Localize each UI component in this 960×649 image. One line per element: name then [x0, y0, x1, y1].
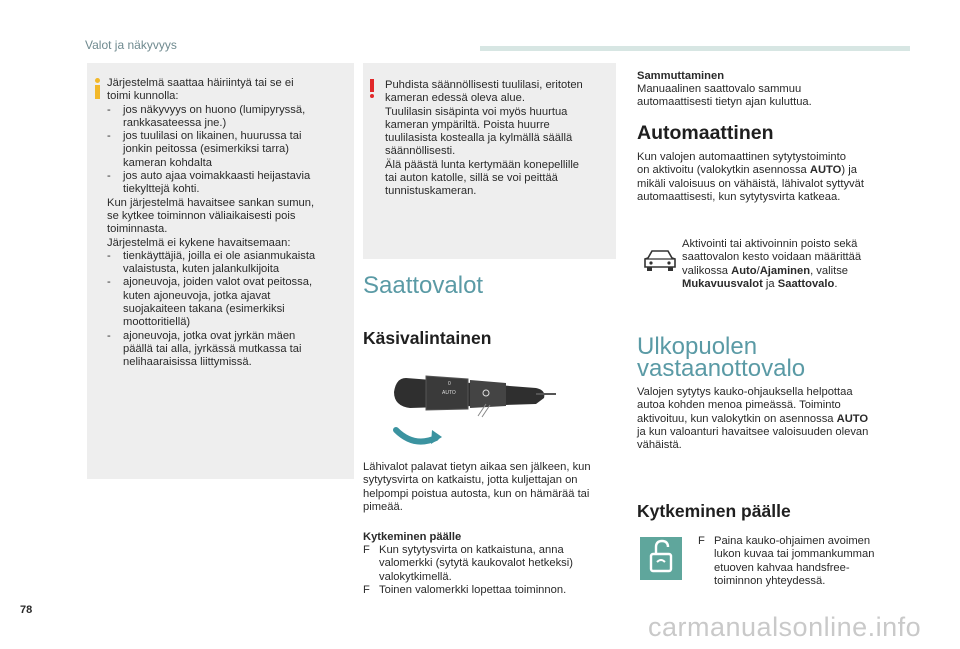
step-line — [698, 535, 908, 548]
warning-line: tai auton katolle, sillä se voi peittää — [385, 172, 558, 185]
text-segment: aktivoituu, kun valokytkin on asennossa — [637, 412, 837, 425]
saattovalot-steps — [363, 544, 613, 597]
bullet-text: ajoneuvoja, joiden valot ovat peitossa, — [123, 276, 313, 289]
info-line: kameran kohdalta — [123, 156, 212, 169]
subsection-title-manual: Käsivalintainen — [363, 328, 492, 348]
outside-line — [637, 413, 907, 426]
warning-line: tunnistuskameran. — [385, 185, 477, 198]
unlock-tile — [640, 537, 682, 580]
warning-box-text — [385, 79, 613, 199]
description-line: sytytysvirta on katkaistu, jotta kuljettajan on — [363, 474, 578, 487]
warning-line: säännöllisesti. — [385, 145, 456, 158]
description-line: Lähivalot palavat tietyn aikaa sen jälkeen, kun — [363, 461, 591, 473]
off-line: automaattisesti tietyn ajan kuluttua. — [637, 96, 812, 109]
step-text: Paina kauko-ohjaimen avoimen — [714, 535, 871, 547]
bullet-marker: - — [107, 276, 111, 289]
kytkeminen-step — [698, 535, 908, 588]
text-segment: Saattovalo — [777, 277, 835, 290]
section-title-ulkopuolen-1: Ulkopuolen — [637, 333, 758, 360]
outside-line: vähäistä. — [637, 439, 682, 452]
step-line — [363, 584, 613, 597]
info-line: moottoritiellä) — [123, 316, 191, 329]
text-segment: ja — [762, 277, 778, 290]
warning-line: kameran edessä oleva alue. — [385, 92, 525, 105]
info-line: Järjestelmä saattaa häiriintyä tai se ei — [107, 77, 294, 89]
warning-line: Puhdista säännöllisesti tuulilasi, eritoten — [385, 79, 583, 91]
stalk-label-zero: 0 — [448, 381, 451, 387]
step-line — [363, 571, 613, 584]
bullet-marker: - — [107, 103, 111, 116]
text-segment: . — [834, 277, 838, 290]
car-settings-line — [682, 278, 908, 291]
info-line: rankkasateessa jne.) — [123, 116, 227, 129]
bullet-text: jos auto ajaa voimakkaasti heijastavia — [123, 170, 311, 183]
bullet-text: jos tuulilasi on likainen, huurussa tai — [123, 130, 302, 143]
bullet-text: tienkäyttäjiä, joilla ei ole asianmukaista — [123, 249, 316, 262]
text-segment: , valitse — [810, 264, 849, 277]
info-icon — [93, 78, 101, 99]
info-line: se kytkee toiminnon väliaikaisesti pois — [107, 209, 296, 222]
light-stalk-illustration — [386, 360, 562, 452]
info-line: toimi kunnolla: — [107, 90, 179, 103]
step-marker: F — [698, 535, 705, 547]
car-settings-text — [682, 238, 908, 291]
warning-line: Tuulilasin sisäpinta voi myös huurtua — [385, 105, 568, 118]
bullet-marker: - — [107, 329, 111, 342]
warning-line: kameran ympäriltä. Poista huurre — [385, 118, 550, 131]
step-line — [698, 562, 908, 575]
info-line: päällä tai alla, jyrkässä mutkassa tai — [123, 342, 302, 355]
info-box-text — [107, 77, 351, 370]
info-line: suojakaiteen takana (esimerkiksi — [123, 303, 285, 316]
bullet-marker: - — [107, 130, 111, 143]
info-line — [107, 276, 351, 289]
text-segment: AUTO — [809, 164, 842, 177]
warning-line: tuulilasista kostealla ja kylmällä säällä — [385, 132, 573, 145]
unlock-icon — [640, 537, 682, 580]
text-segment: Ajaminen — [759, 264, 811, 277]
step-text: lukon kuvaa tai jommankumman — [714, 548, 875, 561]
text-segment: ) ja — [841, 164, 857, 177]
auto-line: mikäli valoisuus on vähäistä, lähivalot syttyvät — [637, 177, 864, 190]
info-line: tiekylttejä kohti. — [123, 183, 200, 196]
step-marker: F — [363, 583, 370, 596]
warning-icon — [368, 79, 376, 98]
step-text: Kun sytytysvirta on katkaistuna, anna — [379, 544, 564, 556]
section-title-ulkopuolen-2: vastaanottovalo — [637, 355, 806, 382]
description-line: pimeää. — [363, 500, 403, 513]
step-line — [363, 544, 613, 557]
info-line: Järjestelmä ei kykene havaitsemaan: — [107, 236, 291, 249]
bullet-marker: - — [107, 249, 111, 262]
car-settings-line: Aktivointi tai aktivoinnin poisto sekä — [682, 238, 858, 250]
warning-line: Älä päästä lunta kertymään konepellille — [385, 158, 580, 171]
automaattinen-text — [637, 151, 907, 204]
text-segment: AUTO — [836, 412, 869, 425]
info-line: Kun järjestelmä havaitsee sankan sumun, — [107, 196, 315, 209]
outside-line: autoa kohden menoa pimeässä. Toiminto — [637, 399, 841, 412]
section-title-saattovalot: Saattovalot — [363, 272, 484, 299]
step-line — [698, 548, 908, 561]
page-number: 78 — [20, 604, 33, 616]
info-line: nelihaaraisissa liittymissä. — [123, 356, 252, 369]
step-text: toiminnon yhteydessä. — [714, 574, 826, 587]
info-line — [107, 130, 351, 143]
off-line: Manuaalinen saattovalo sammuu — [637, 83, 802, 95]
car-settings-line: saattovalon kesto voidaan määrittää — [682, 251, 862, 264]
bullet-text: jos näkyvyys on huono (lumipyryssä, — [123, 103, 306, 116]
info-line — [107, 330, 351, 343]
step-line — [698, 575, 908, 588]
step-text: valokytkimellä. — [379, 570, 452, 583]
sammuttaminen-text — [637, 83, 907, 110]
step-text: valomerkki (sytytä kaukovalot hetkeksi) — [379, 557, 573, 570]
car-settings-icon — [642, 248, 678, 274]
text-segment: Auto — [731, 264, 757, 277]
sammuttaminen-heading: Sammuttaminen — [637, 70, 725, 82]
text-segment: valikossa — [682, 264, 732, 277]
info-line: jonkin peitossa (esimerkiksi tarra) — [123, 143, 289, 156]
pull-arrow — [396, 430, 436, 442]
description-line: helpompi poistua autosta, kun on hämärää tai — [363, 487, 590, 500]
info-line: toiminnasta. — [107, 223, 168, 236]
outside-line: ja kun valoanturi havaitsee valoisuuden olevan — [637, 425, 869, 438]
text-segment: / — [756, 264, 760, 277]
saattovalot-description — [363, 461, 613, 514]
text-segment: Mukavuusvalot — [682, 277, 763, 290]
ulkopuolen-text — [637, 386, 907, 452]
info-line: kuten ajoneuvoja, jotka ajavat — [123, 289, 271, 302]
info-line — [107, 170, 351, 183]
outside-line: Valojen sytytys kauko-ohjauksella helpottaa — [637, 386, 853, 398]
step-text: etuoven kahvaa handsfree- — [714, 561, 850, 574]
subsection-title-kytkeminen: Kytkeminen päälle — [637, 501, 791, 521]
info-line — [107, 104, 351, 117]
auto-line: Kun valojen automaattinen sytytystoiminto — [637, 151, 846, 163]
car-settings-line — [682, 265, 908, 278]
info-line — [107, 250, 351, 263]
running-header: Valot ja näkyvyys — [85, 38, 177, 52]
auto-line: automaattisesti, kun sytytysvirta katkeaa. — [637, 190, 841, 203]
header-rule — [480, 46, 910, 51]
bullet-marker: - — [107, 170, 111, 183]
auto-line — [637, 164, 907, 177]
step-line — [363, 557, 613, 570]
step-text: Toinen valomerkki lopettaa toiminnon. — [379, 583, 567, 596]
subsection-title-automaattinen: Automaattinen — [637, 122, 774, 144]
watermark: carmanualsonline.info — [648, 612, 922, 642]
kytkeminen-heading: Kytkeminen päälle — [363, 531, 462, 543]
bullet-text: ajoneuvoja, jotka ovat jyrkän mäen — [123, 329, 296, 342]
step-marker: F — [363, 544, 370, 556]
info-line: valaistusta, kuten jalankulkijoita — [123, 263, 280, 276]
stalk-label-auto: AUTO — [442, 390, 456, 396]
text-segment: on aktivoitu (valokytkin asennossa — [637, 164, 810, 177]
